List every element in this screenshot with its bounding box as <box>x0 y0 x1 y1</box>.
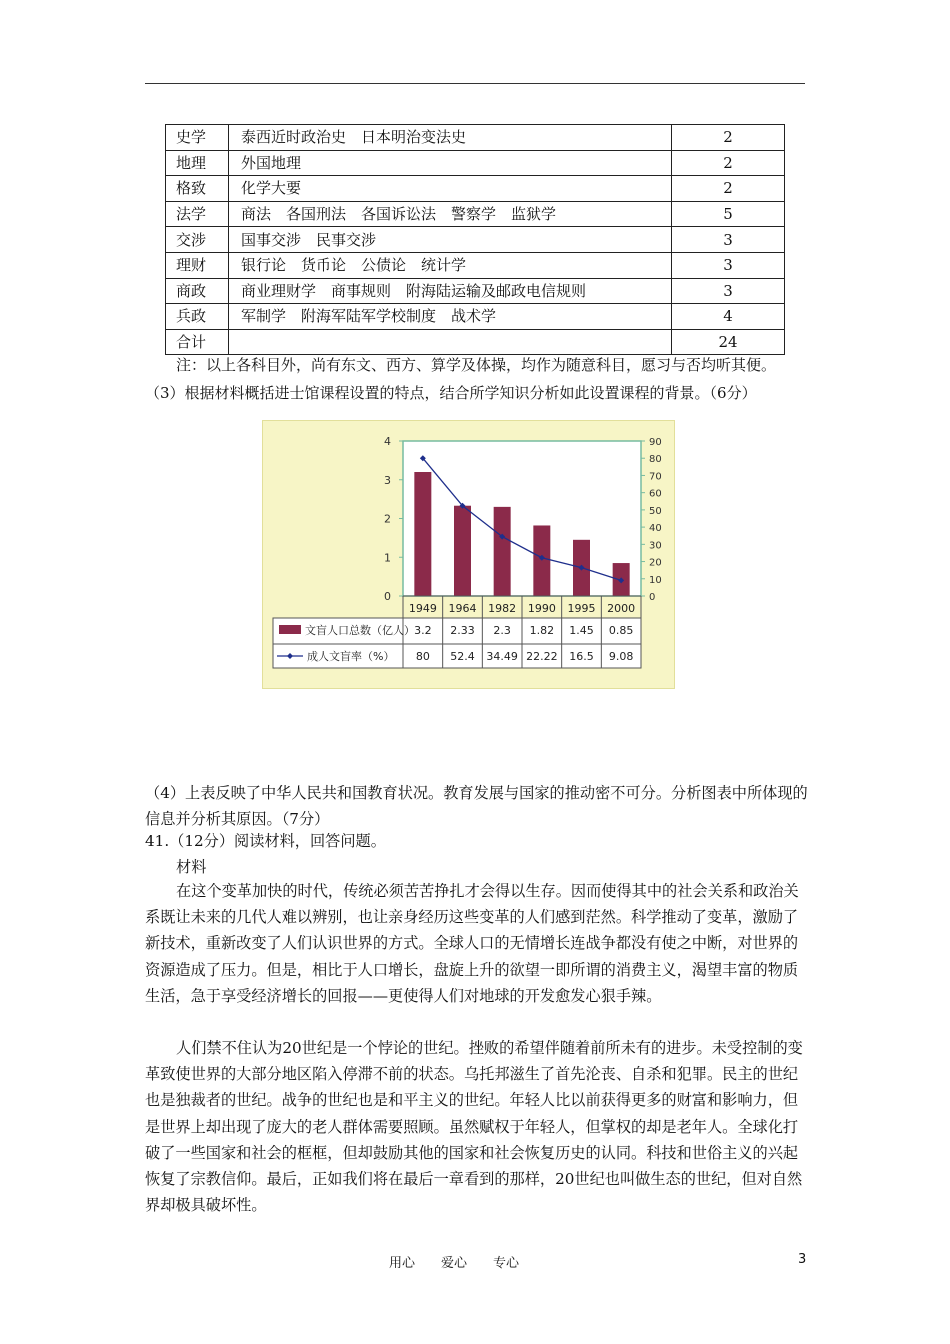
table-row <box>166 278 785 304</box>
table-row <box>166 304 785 330</box>
bar <box>494 507 511 596</box>
bar-value-label: 3.2 <box>414 624 432 637</box>
footer-motto: 用心 爱心 专心 <box>389 1256 520 1271</box>
page-number: 3 <box>798 1252 807 1267</box>
category-cell: 史学 <box>166 125 229 151</box>
subjects-cell: 银行论 货币论 公债论 统计学 <box>229 252 672 278</box>
category-cell: 法学 <box>166 201 229 227</box>
hours-cell: 4 <box>672 304 785 330</box>
bar <box>533 525 550 596</box>
right-tick-label: 80 <box>649 454 662 466</box>
bar-value-label: 2.33 <box>450 624 475 637</box>
bar <box>454 506 471 596</box>
table-row <box>166 125 785 151</box>
category-cell: 合计 <box>166 329 229 355</box>
table-row <box>166 227 785 253</box>
table-row <box>166 252 785 278</box>
question-4: （4）上表反映了中华人民共和国教育状况。教育发展与国家的推动密不可分。分析图表中所体现的信息并分析其原因。（7分） <box>145 784 808 829</box>
left-tick-label: 4 <box>384 435 391 448</box>
course-table <box>165 124 785 355</box>
category-label: 2000 <box>607 602 636 615</box>
right-tick-label: 10 <box>649 574 662 586</box>
subjects-cell <box>229 329 672 355</box>
subjects-cell: 外国地理 <box>229 150 672 176</box>
plot-area <box>403 441 641 596</box>
material-label: 材料 <box>176 858 207 876</box>
bar-value-label: 1.45 <box>569 624 594 637</box>
chart-svg <box>263 421 674 688</box>
right-tick-label: 60 <box>649 488 662 500</box>
hours-cell: 2 <box>672 176 785 202</box>
hours-cell: 5 <box>672 201 785 227</box>
line-value-label: 52.4 <box>450 650 475 663</box>
right-tick-label: 0 <box>649 592 656 603</box>
right-tick-label: 40 <box>649 523 662 535</box>
line-value-label: 16.5 <box>569 650 594 663</box>
line-value-label: 9.08 <box>608 650 634 663</box>
table-row <box>166 150 785 176</box>
left-tick-label: 1 <box>384 551 391 565</box>
category-cell: 商政 <box>166 278 229 304</box>
hours-cell: 24 <box>672 329 785 355</box>
subjects-cell: 商业理财学 商事规则 附海陆运输及邮政电信规则 <box>229 278 672 304</box>
category-cell: 兵政 <box>166 304 229 330</box>
subjects-cell: 军制学 附海军陆军学校制度 战术学 <box>229 304 672 330</box>
left-tick-label: 2 <box>384 512 391 526</box>
table-row <box>166 176 785 202</box>
question-41-title: 41.（12分）阅读材料，回答问题。 <box>145 832 386 850</box>
right-tick-label: 90 <box>649 437 662 448</box>
category-cell: 交涉 <box>166 227 229 253</box>
category-cell: 理财 <box>166 252 229 278</box>
legend-line-label: 成人文盲率（%） <box>307 650 395 663</box>
line-value-label: 80 <box>415 650 430 663</box>
hours-cell: 2 <box>672 150 785 176</box>
right-tick-label: 30 <box>649 540 662 552</box>
legend-bar-key <box>279 625 301 634</box>
legend-bar-label: 文盲人口总数（亿人） <box>305 624 415 637</box>
illiteracy-chart <box>262 420 675 689</box>
category-cell: 地理 <box>166 150 229 176</box>
bar <box>414 472 431 596</box>
left-tick-label: 3 <box>384 473 391 487</box>
header-rule <box>145 83 805 84</box>
table-row <box>166 201 785 227</box>
material-paragraph-1: 在这个变革加快的时代，传统必须苦苦挣扎才会得以生存。因而使得其中的社会关系和政治关系既让未来的几代人难以辨别，也让亲身经历这些变革的人们感到茫然。科学推动了变革，激励了新技术，重新改变了人们认识世界的方式。全球人口的无情增长连战争都没有使之中断，对世界的资源造成了压力。但是，相比于人口增长，盘旋上升的欲望一即所谓的消费主义，渴望丰富的物质生活，急于享受经济增长的回报——更使得人们对地球的开发愈发心狠手辣。 <box>145 882 799 1005</box>
category-cell: 格致 <box>166 176 229 202</box>
subjects-cell: 化学大要 <box>229 176 672 202</box>
table-note: 注：以上各科目外，尚有东文、西方、算学及体操，均作为随意科目，愿习与否均听其便。 <box>176 356 777 374</box>
line-value-label: 22.22 <box>526 650 558 663</box>
hours-cell: 3 <box>672 227 785 253</box>
subjects-cell: 国事交涉 民事交涉 <box>229 227 672 253</box>
line-value-label: 34.49 <box>486 650 518 663</box>
bar-value-label: 0.85 <box>608 624 634 637</box>
material-paragraph-2: 人们禁不住认为20世纪是一个悖论的世纪。挫败的希望伴随着前所未有的进步。未受控制的变革致使世界的大部分地区陷入停滞不前的状态。乌托邦滋生了首先沦丧、自杀和犯罪。民主的世纪也是独裁者的世纪。战争的世纪也是和平主义的世纪。年轻人比以前获得更多的财富和影响力，但是世界上却出现了庞大的老人群体需要照顾。虽然赋权于年轻人，但掌权的却是老年人。全球化打破了一些国家和社会的框框，但却鼓励其他的国家和社会恢复历史的认同。科技和世俗主义的兴起恢复了宗教信仰。最后，正如我们将在最后一章看到的那样，20世纪也叫做生态的世纪，但对自然界却极具破坏性。 <box>145 1039 803 1215</box>
subjects-cell: 泰西近时政治史 日本明治变法史 <box>229 125 672 151</box>
category-label: 1964 <box>448 602 477 615</box>
category-label: 1990 <box>527 602 556 615</box>
hours-cell: 2 <box>672 125 785 151</box>
category-label: 1949 <box>408 602 437 615</box>
category-label: 1982 <box>488 602 517 615</box>
question-3: （3）根据材料概括进士馆课程设置的特点，结合所学知识分析如此设置课程的背景。（6分） <box>145 384 757 402</box>
hours-cell: 3 <box>672 278 785 304</box>
table-row <box>166 329 785 355</box>
right-tick-label: 20 <box>649 557 662 569</box>
bar-value-label: 2.3 <box>493 624 511 637</box>
right-tick-label: 50 <box>649 505 662 517</box>
right-tick-label: 70 <box>649 471 662 483</box>
left-tick-label: 0 <box>384 590 391 603</box>
category-label: 1995 <box>567 602 596 615</box>
bar-value-label: 1.82 <box>529 624 555 637</box>
subjects-cell: 商法 各国刑法 各国诉讼法 警察学 监狱学 <box>229 201 672 227</box>
hours-cell: 3 <box>672 252 785 278</box>
